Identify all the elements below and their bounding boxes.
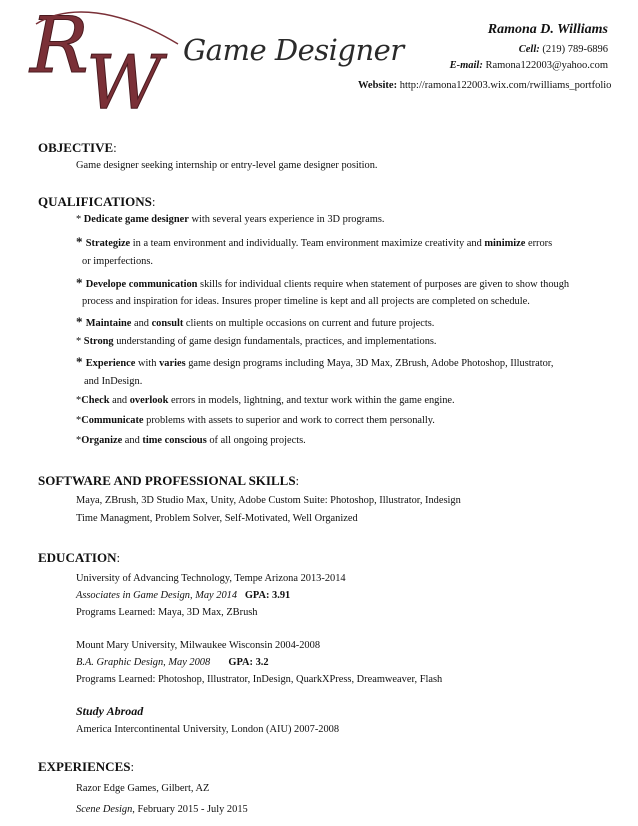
qualification-item: * Strategize in a team environment and individually. Team environment maximize creativity and minimize errors [76,234,553,249]
candidate-name: Ramona D. Williams [487,22,608,37]
education-heading: EDUCATION: [38,550,121,565]
experience-company: Razor Edge Games, Gilbert, AZ [76,783,210,794]
qualification-item: *Check and overlook errors in models, lightning, and textur work within the game engine. [76,395,455,406]
qualification-item: * Develope communication skills for individual clients require when statement of purposes are given to show though [76,275,570,290]
contact-website [358,80,611,91]
qualification-item-continued: process and inspiration for ideas. Insures proper timeline is kept and all projects are completed on schedule. [82,296,530,307]
website-link[interactable]: http://ramona122003.wix.com/rwilliams_portfolio [399,80,612,91]
qualification-item: * Dedicate game designer with several years experience in 3D programs. [76,214,385,225]
experiences-heading: EXPERIENCES: [38,759,135,774]
education-degree: B.A. Graphic Design, May 2008 GPA: 3.2 [76,657,269,668]
cell-value: (219) 789-6896 [542,44,608,55]
logo-role-title: Game Designer [183,33,404,67]
email-label: E-mail: [449,60,483,71]
experience-role: Scene Design, February 2015 - July 2015 [76,804,248,815]
qualifications-heading: QUALIFICATIONS: [38,194,156,209]
qualification-item: * Strong understanding of game design fundamentals, practices, and implementations. [76,336,437,347]
email-value[interactable]: Ramona122003@yahoo.com [485,60,608,71]
education-programs: Programs Learned: Maya, 3D Max, ZBrush [76,607,258,618]
objective-text: Game designer seeking internship or entry-level game designer position. [76,160,378,171]
skills-heading: SOFTWARE AND PROFESSIONAL SKILLS: [38,473,300,488]
qualification-item-continued: or imperfections. [82,256,153,267]
education-school: Mount Mary University, Milwaukee Wisconsin 2004-2008 [76,640,321,651]
website-label: Website: [358,80,398,91]
gpa: GPA: 3.91 [244,590,291,601]
rw-monogram-logo [28,4,188,114]
monogram-r: R [30,4,89,91]
study-abroad-text: America Intercontinental University, London (AIU) 2007-2008 [76,724,340,735]
education-school: University of Advancing Technology, Tempe Arizona 2013-2014 [76,573,346,584]
education-programs: Programs Learned: Photoshop, Illustrator, InDesign, QuarkXPress, Dreamweaver, Flash [76,674,443,685]
skills-professional: Time Managment, Problem Solver, Self-Motivated, Well Organized [76,513,358,524]
study-abroad-heading: Study Abroad [76,704,144,718]
monogram-w: W [86,40,163,114]
cell-label: Cell: [518,44,540,55]
education-degree: Associates in Game Design, May 2014 GPA: 3.91 [76,590,291,601]
contact-email [450,60,608,71]
qualification-item: * Maintaine and consult clients on multiple occasions on current and future projects. [76,314,435,329]
gpa: GPA: 3.2 [228,657,269,668]
qualification-item: * Experience with varies game design programs including Maya, 3D Max, ZBrush, Adobe Photoshop, Illustrator, [76,354,554,369]
objective-heading: OBJECTIVE: [38,140,117,155]
qualification-item: *Communicate problems with assets to superior and work to correct them personally. [76,415,435,426]
qualification-item-continued: and InDesign. [84,376,143,387]
contact-cell [519,44,608,55]
skills-software: Maya, ZBrush, 3D Studio Max, Unity, Adobe Custom Suite: Photoshop, Illustrator, Indesign [76,495,461,506]
qualification-item: *Organize and time conscious of all ongoing projects. [76,435,306,446]
